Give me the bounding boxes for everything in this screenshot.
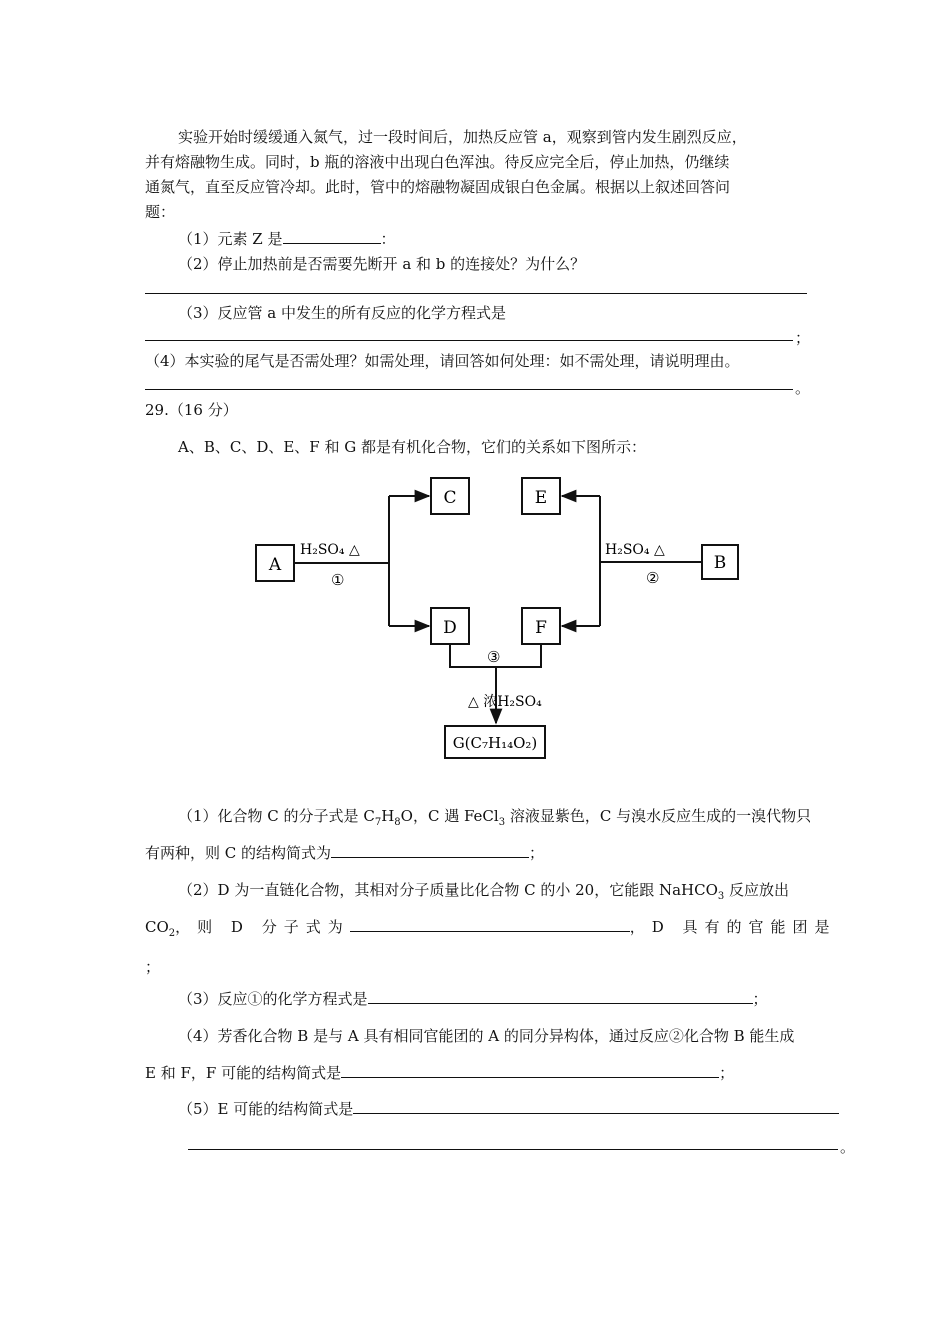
box-g-label: G(C₇H₁₄O₂)	[452, 734, 538, 752]
q29-1-line2	[145, 843, 544, 863]
text: （2）D 为一直链化合物，其相对分子质量比化合物 C 的小 20，它能跟 NaHCO	[178, 881, 718, 899]
q28-1	[178, 229, 396, 249]
subscript: 3	[717, 891, 725, 902]
q29-2-line1	[178, 880, 789, 900]
q28-4: （4）本实验的尾气是否需处理？如需处理，请回答如何处理：如不需处理，请说明理由。	[145, 352, 740, 370]
reaction-diagram	[0, 470, 950, 770]
subscript: 3	[498, 817, 506, 828]
answer-line[interactable]	[188, 1149, 838, 1150]
answer-line[interactable]	[145, 340, 793, 341]
text: 有两种，则 C 的结构简式为	[145, 844, 332, 862]
q29-5-end: 。	[840, 1138, 856, 1156]
answer-line[interactable]	[145, 293, 807, 294]
q28-1-text: （1）元素 Z 是	[178, 230, 283, 248]
text: （1）化合物 C 的分子式是 C	[178, 807, 375, 825]
answer-blank[interactable]	[283, 229, 381, 244]
intro-line-4: 题：	[145, 203, 176, 221]
q28-1-end: ：	[380, 230, 396, 248]
answer-blank[interactable]	[331, 843, 529, 858]
q29-1-line1	[178, 806, 811, 826]
text: ，则 D 分子式为	[175, 918, 350, 936]
reaction-number-1: ①	[331, 571, 345, 589]
q29-4-line1: （4）芳香化合物 B 是与 A 具有相同官能团的 A 的同分异构体，通过反应②化合物 B 能生成	[178, 1027, 795, 1045]
reaction-number-2: ②	[646, 569, 660, 587]
q28-2: （2）停止加热前是否需要先断开 a 和 b 的连接处？为什么？	[178, 255, 586, 273]
q28-4-end: 。	[795, 379, 811, 397]
text: ；	[719, 1064, 735, 1082]
intro-line-2: 并有熔融物生成。同时，b 瓶的溶液中出现白色浑浊。待反应完全后，停止加热，仍继续	[145, 153, 730, 171]
q28-3: （3）反应管 a 中发生的所有反应的化学方程式是	[178, 304, 507, 322]
text: O，C 遇 FeCl	[400, 807, 499, 825]
reaction-number-3: ③	[487, 648, 501, 666]
answer-blank[interactable]	[368, 989, 753, 1004]
text: ；	[752, 990, 768, 1008]
q29-header: 29.（16 分）	[145, 401, 238, 419]
text: E 和 F，F 可能的结构简式是	[145, 1064, 342, 1082]
box-d-label: D	[443, 618, 457, 638]
text: H	[381, 807, 395, 825]
q29-intro: A、B、C、D、E、F 和 G 都是有机化合物，它们的关系如下图所示：	[178, 438, 647, 456]
q29-2-end: ；	[145, 958, 161, 976]
text: ，D 具有的官能团是	[629, 918, 837, 936]
text: CO	[145, 918, 169, 936]
text: ；	[529, 844, 545, 862]
answer-blank[interactable]	[353, 1099, 839, 1114]
box-f-label: F	[535, 618, 547, 638]
q29-3	[178, 989, 768, 1009]
answer-line[interactable]	[145, 389, 793, 390]
text: （3）反应①的化学方程式是	[178, 990, 368, 1008]
box-b-label: B	[713, 553, 727, 573]
subscript: 7	[374, 817, 382, 828]
box-e-label: E	[534, 488, 548, 508]
text: 溶液显紫色，C 与溴水反应生成的一溴代物只	[505, 807, 812, 825]
condition-3: △ 浓H₂SO₄	[468, 694, 542, 710]
subscript: 8	[394, 817, 401, 828]
box-a-label: A	[268, 555, 282, 575]
condition-2: H₂SO₄ △	[605, 542, 665, 558]
intro-line-1: 实验开始时缓缓通入氮气，过一段时间后，加热反应管 a，观察到管内发生剧烈反应，	[178, 128, 747, 146]
q29-2-line2	[145, 917, 837, 937]
answer-blank[interactable]	[350, 917, 630, 932]
answer-blank[interactable]	[341, 1063, 719, 1078]
text: （5）E 可能的结构简式是	[178, 1100, 354, 1118]
q29-4-line2	[145, 1063, 734, 1083]
q29-5	[178, 1099, 839, 1119]
q28-3-end: ；	[795, 329, 811, 347]
subscript: 2	[168, 928, 176, 939]
condition-1: H₂SO₄ △	[300, 542, 360, 558]
intro-line-3: 通氮气，直至反应管冷却。此时，管中的熔融物凝固成银白色金属。根据以上叙述回答问	[145, 178, 731, 196]
text: 反应放出	[724, 881, 790, 899]
box-c-label: C	[443, 488, 457, 508]
